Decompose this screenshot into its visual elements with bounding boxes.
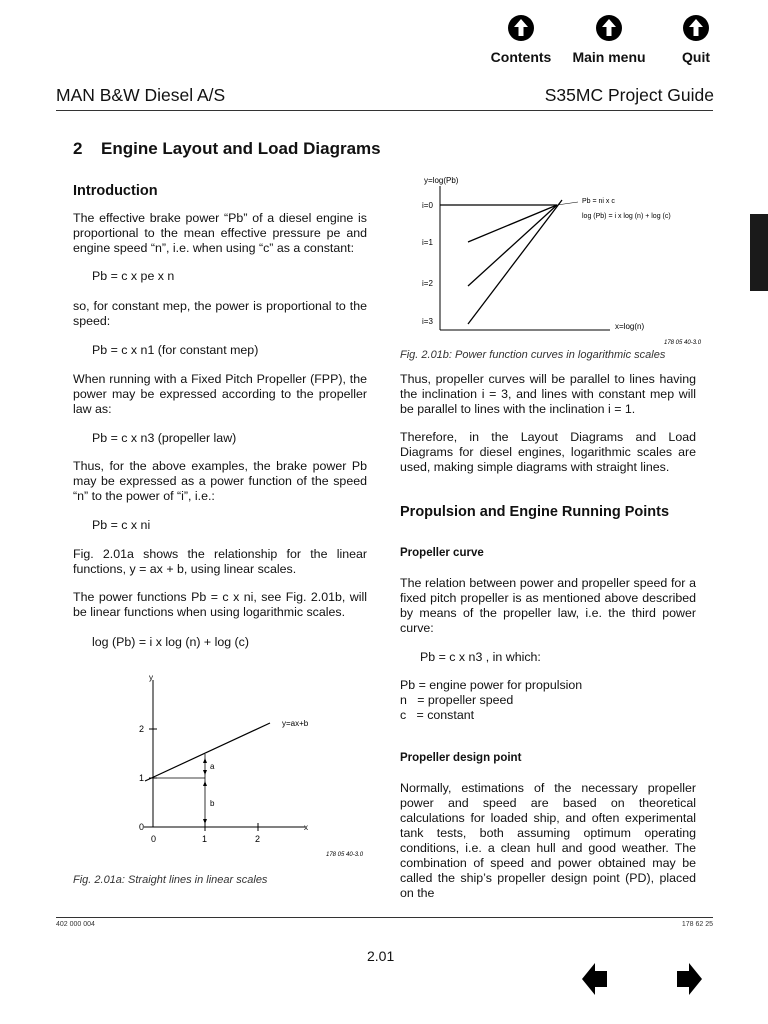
fig-a-ref: 178 05 40-3.0 (326, 852, 364, 858)
section-number: 2 (73, 139, 83, 158)
section-title: Engine Layout and Load Diagrams (101, 139, 381, 158)
contents-label: Contents (490, 49, 552, 65)
fig-a-ytick-2: 2 (139, 724, 145, 734)
footer-right-code: 178 62 25 (681, 921, 713, 928)
arrow-right-icon (677, 963, 702, 995)
definition-speed: n = propeller speed (400, 693, 514, 707)
fig-b-ref: 178 05 40-3.0 (664, 340, 702, 346)
header-rule (56, 110, 713, 111)
equation-2: Pb = c x n1 (for constant mep) (92, 343, 259, 357)
propeller-curve-subheading: Propeller curve (400, 547, 484, 559)
curve-i2 (468, 205, 557, 286)
fig-b-line-i2: i=2 (422, 279, 433, 288)
equation-1: Pb = c x pe x n (92, 269, 175, 283)
right-paragraph-1: Thus, propeller curves will be parallel to lines having the inclination i = 3, and lines with constant mep will be parallel to lines with the inclination i = 1. (400, 372, 696, 416)
fig-a-b-label: b (210, 799, 215, 808)
footer-left-code: 402 000 004 (56, 921, 95, 928)
intro-paragraph-3: When running with a Fixed Pitch Propeller (FPP), the power may be expressed according to the propeller law as: (73, 372, 367, 416)
equation-3: Pb = c x n3 (propeller law) (92, 431, 237, 445)
fig-a-xtick-0: 0 (151, 834, 157, 844)
page-number: 2.01 (367, 948, 395, 964)
fig-a-caption: Fig. 2.01a: Straight lines in linear scales (73, 874, 268, 886)
guide-title: S35MC Project Guide (544, 85, 714, 105)
equation-4: Pb = c x ni (92, 518, 151, 532)
fig-a-xtick-2: 2 (255, 834, 261, 844)
arrow-up-icon (595, 14, 623, 42)
linear-function-line (145, 723, 270, 781)
intro-heading: Introduction (73, 183, 158, 199)
previous-page-button[interactable] (582, 962, 608, 996)
fig-a-a-label: a (210, 762, 215, 771)
definition-constant: c = constant (400, 708, 475, 722)
intro-paragraph-6: The power functions Pb = c x ni, see Fig. 2.01b, will be linear functions when using logarithmic scales. (73, 590, 367, 619)
fig-a-xtick-1: 1 (202, 834, 208, 844)
arrow-up-icon (682, 14, 710, 42)
fig-b-eq-b: log (Pb) = i x log (n) + log (c) (582, 213, 671, 220)
figure-linear-diagram (130, 672, 364, 862)
fig-a-x-label: x (304, 823, 308, 832)
company-name: MAN B&W Diesel A/S (56, 85, 226, 105)
propeller-equation: Pb = c x n3 , in which: (420, 650, 541, 664)
equation-5: log (Pb) = i x log (n) + log (c) (92, 635, 250, 649)
footer-rule (56, 917, 713, 918)
arrow-left-icon (582, 963, 607, 995)
fig-b-line-i1: i=1 (422, 238, 433, 247)
propeller-design-point-subheading: Propeller design point (400, 752, 522, 764)
right-paragraph-3: The relation between power and propeller speed for a fixed pitch propeller is as mentioned above described by means of the propeller law, i.e. the third power curve: (400, 576, 696, 635)
fig-b-y-label: y=log(Pb) (424, 176, 459, 185)
section-tab-marker (750, 214, 768, 291)
fig-b-x-label: x=log(n) (615, 322, 645, 331)
right-paragraph-2: Therefore, in the Layout Diagrams and Load Diagrams for diesel engines, logarithmic scales are used, making simple diagrams with straight lines. (400, 430, 696, 474)
propulsion-heading: Propulsion and Engine Running Points (400, 504, 670, 520)
figure-logarithmic-diagram (410, 168, 710, 346)
fig-b-line-i0: i=0 (422, 201, 433, 210)
quit-label: Quit (682, 49, 710, 65)
fig-a-ytick-1: 1 (139, 773, 145, 783)
fig-a-y-label: y (149, 673, 153, 682)
intro-paragraph-2: so, for constant mep, the power is proportional to the speed: (73, 299, 367, 328)
right-paragraph-4: Normally, estimations of the necessary propeller power and speed are based on theoretical calculations for loaded ship, and often experimental tank tests, both assuming optimum operating conditions, i.e. a clean hull and good weather. The combination of speed and power obtained may be called the ship’s propeller design point (PD), placed on the (400, 781, 696, 900)
intro-paragraph-4: Thus, for the above examples, the brake power Pb may be expressed as a power function of the speed “n” to the power of “i”, i.e.: (73, 459, 367, 503)
quit-button[interactable] (678, 14, 714, 65)
contents-button[interactable] (488, 14, 554, 65)
fig-b-caption: Fig. 2.01b: Power function curves in logarithmic scales (400, 349, 666, 361)
main-menu-button[interactable] (567, 14, 651, 65)
fig-b-eq-a: Pb = ni x c (582, 198, 615, 205)
fig-a-line-label: y=ax+b (282, 719, 309, 728)
arrow-up-icon (507, 14, 535, 42)
next-page-button[interactable] (676, 962, 702, 996)
main-menu-label: Main menu (572, 49, 646, 65)
definition-power: Pb = engine power for propulsion (400, 678, 583, 692)
intro-paragraph-5: Fig. 2.01a shows the relationship for the linear functions, y = ax + b, using linear scales. (73, 547, 367, 576)
fig-b-line-i3: i=3 (422, 317, 433, 326)
curve-i3 (468, 200, 562, 324)
intro-paragraph-1: The effective brake power “Pb” of a diesel engine is proportional to the mean effective pressure pe and engine speed “n”, i.e. when using “c” as a constant: (73, 211, 367, 255)
fig-a-ytick-0: 0 (139, 822, 145, 832)
